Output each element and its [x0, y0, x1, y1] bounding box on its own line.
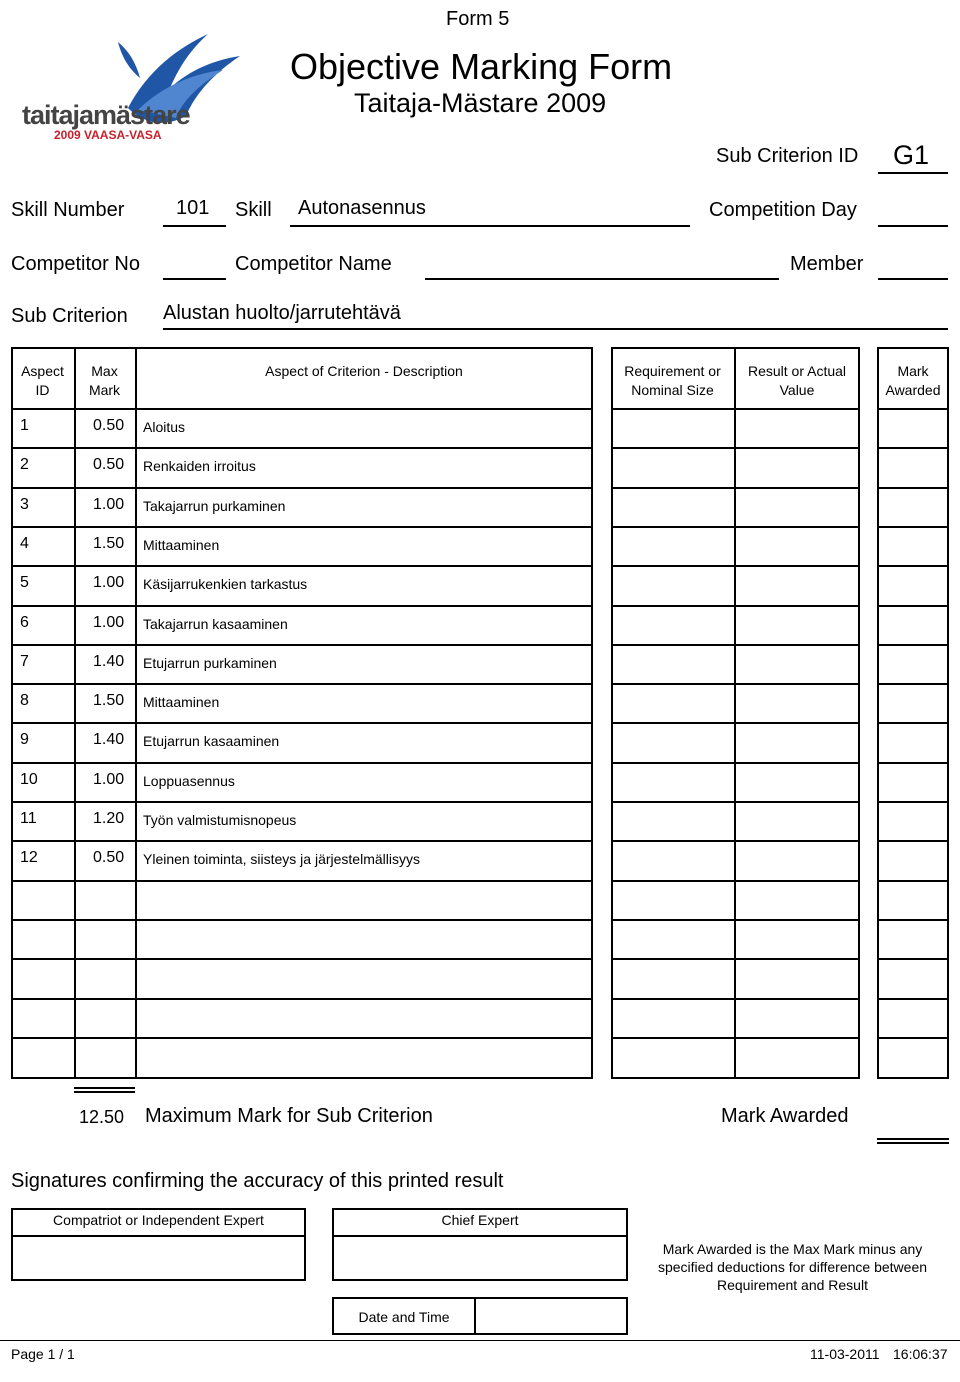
header-max-mark	[74, 362, 135, 400]
sub-criterion-id-value: G1	[893, 140, 930, 170]
note-line-1: Mark Awarded is the Max Mark minus any	[662, 1241, 923, 1257]
competitor-no-underline	[163, 278, 226, 280]
max-mark-cell: 0.50	[93, 417, 125, 434]
header-aspect-id-line1: Aspect	[21, 363, 64, 379]
row-divider	[11, 1037, 593, 1039]
sub-criterion-label: Sub Criterion	[11, 305, 128, 327]
footer-time: 16:06:37	[893, 1346, 948, 1362]
skill-underline	[290, 225, 690, 227]
competitor-name-label: Competitor Name	[235, 253, 392, 275]
max-total-label: Maximum Mark for Sub Criterion	[145, 1105, 433, 1127]
logo	[18, 30, 243, 148]
row-divider	[11, 565, 593, 567]
skill-number-value: 101	[176, 197, 210, 219]
max-mark-cell: 1.00	[93, 574, 125, 591]
member-label: Member	[790, 253, 864, 275]
header-mark-awarded-line2: Awarded	[885, 382, 941, 398]
description-cell: Etujarrun purkaminen	[143, 655, 277, 671]
row-divider	[11, 762, 593, 764]
aspect-id-cell: 4	[20, 535, 29, 552]
mark-awarded-note	[640, 1240, 945, 1294]
max-mark-cell: 1.50	[93, 535, 125, 552]
row-divider	[11, 526, 593, 528]
row-divider	[11, 683, 593, 685]
row-divider	[877, 801, 949, 803]
header-aspect-id-line2: ID	[35, 382, 50, 398]
description-cell: Takajarrun kasaaminen	[143, 616, 288, 632]
description-cell: Mittaaminen	[143, 694, 220, 710]
row-divider	[877, 880, 949, 882]
header-requirement-line2: Nominal Size	[631, 382, 714, 398]
compatriot-label: Compatriot or Independent Expert	[53, 1212, 264, 1228]
row-divider	[877, 447, 949, 449]
aspect-id-cell: 3	[20, 496, 29, 513]
header-result	[734, 362, 860, 400]
header-result-line1: Result or Actual	[747, 363, 847, 379]
row-divider	[11, 487, 593, 489]
form-label: Form 5	[446, 8, 510, 30]
max-mark-cell: 1.00	[93, 614, 125, 631]
table-mark-awarded-frame	[877, 347, 949, 1079]
date-time-label: Date and Time	[358, 1309, 450, 1325]
row-divider	[11, 801, 593, 803]
row-divider	[11, 919, 593, 921]
header-result-line2: Value	[779, 382, 815, 398]
aspect-id-cell: 12	[20, 849, 38, 866]
header-mark-awarded	[877, 362, 949, 400]
aspect-id-cell: 2	[20, 456, 29, 473]
logo-tagline: 2009 VAASA-VASA	[54, 128, 162, 142]
chief-signature-divider	[332, 1235, 628, 1237]
aspect-id-cell: 11	[20, 810, 37, 827]
description-cell: Mittaaminen	[143, 537, 220, 553]
row-divider	[11, 408, 593, 410]
row-divider	[877, 722, 949, 724]
header-description: Aspect of Criterion - Description	[265, 363, 463, 379]
max-mark-cell: 0.50	[93, 456, 125, 473]
note-line-2: specified deductions for difference between	[657, 1259, 928, 1275]
skill-label: Skill	[235, 199, 272, 221]
header-requirement-line1: Requirement or	[624, 363, 721, 379]
sub-criterion-value: Alustan huolto/jarrutehtävä	[163, 302, 401, 324]
description-cell: Etujarrun kasaaminen	[143, 733, 280, 749]
description-cell: Käsijarrukenkien tarkastus	[143, 576, 308, 592]
max-mark-cell: 1.50	[93, 692, 125, 709]
header-max-mark-line2: Mark	[88, 382, 121, 398]
page-subtitle: Taitaja-Mästare 2009	[354, 88, 607, 118]
max-mark-cell: 1.20	[93, 810, 125, 827]
row-divider	[877, 605, 949, 607]
row-divider	[11, 447, 593, 449]
competition-day-underline	[878, 225, 948, 227]
row-divider	[877, 958, 949, 960]
sub-criterion-underline	[163, 328, 948, 330]
description-cell: Aloitus	[143, 419, 186, 435]
competitor-name-underline	[425, 278, 779, 280]
chief-label: Chief Expert	[441, 1212, 519, 1228]
header-max-mark-line1: Max	[91, 363, 118, 379]
column-divider	[135, 347, 137, 1079]
header-mark-awarded-line1: Mark	[897, 363, 929, 379]
description-cell: Yleinen toiminta, siisteys ja järjestelmällisyys	[143, 851, 420, 867]
row-divider	[877, 998, 949, 1000]
row-divider	[877, 526, 949, 528]
aspect-id-cell: 6	[20, 614, 29, 631]
footer-date: 11-03-2011	[810, 1346, 880, 1362]
max-total-double-line-top	[74, 1087, 135, 1093]
aspect-id-cell: 7	[20, 653, 29, 670]
sub-criterion-id-underline	[878, 172, 948, 174]
aspect-id-cell: 8	[20, 692, 29, 709]
compatriot-signature-divider	[11, 1235, 306, 1237]
row-divider	[11, 958, 593, 960]
max-mark-cell: 1.40	[93, 731, 125, 748]
page-number: Page 1 / 1	[11, 1346, 75, 1362]
row-divider	[877, 644, 949, 646]
skill-number-underline	[163, 225, 226, 227]
row-divider	[877, 683, 949, 685]
aspect-id-cell: 10	[20, 771, 38, 788]
mark-awarded-total-label: Mark Awarded	[721, 1105, 849, 1127]
max-mark-cell: 1.00	[93, 496, 125, 513]
aspect-id-cell: 1	[20, 417, 29, 434]
max-mark-cell: 0.50	[93, 849, 125, 866]
row-divider	[11, 998, 593, 1000]
header-aspect-id	[11, 362, 74, 400]
column-divider	[74, 347, 76, 1079]
note-line-3: Requirement and Result	[717, 1277, 868, 1293]
row-divider	[877, 762, 949, 764]
row-divider	[877, 487, 949, 489]
aspect-id-cell: 5	[20, 574, 29, 591]
signatures-heading: Signatures confirming the accuracy of this printed result	[11, 1170, 504, 1192]
page-title: Objective Marking Form	[290, 46, 673, 87]
description-cell: Loppuasennus	[143, 773, 235, 789]
description-cell: Renkaiden irroitus	[143, 458, 256, 474]
sub-criterion-id-label: Sub Criterion ID	[716, 145, 859, 167]
row-divider	[877, 1037, 949, 1039]
row-divider	[11, 644, 593, 646]
row-divider	[877, 408, 949, 410]
competitor-no-label: Competitor No	[11, 253, 140, 275]
competition-day-label: Competition Day	[709, 199, 857, 221]
max-mark-cell: 1.40	[93, 653, 125, 670]
skill-number-label: Skill Number	[11, 199, 125, 221]
row-divider	[877, 919, 949, 921]
row-divider	[877, 565, 949, 567]
aspect-id-cell: 9	[20, 731, 29, 748]
row-divider	[11, 880, 593, 882]
row-divider	[11, 840, 593, 842]
footer-rule	[0, 1340, 960, 1341]
max-mark-cell: 1.00	[93, 771, 125, 788]
row-divider	[11, 722, 593, 724]
row-divider	[877, 840, 949, 842]
member-underline	[878, 278, 948, 280]
logo-brand: taitajamästare	[22, 100, 190, 130]
column-divider	[734, 347, 736, 1079]
header-requirement	[611, 362, 734, 400]
mark-awarded-total-double-line	[877, 1138, 949, 1144]
row-divider	[11, 605, 593, 607]
max-total-value: 12.50	[79, 1107, 125, 1127]
description-cell: Työn valmistumisnopeus	[143, 812, 297, 828]
skill-value: Autonasennus	[298, 197, 426, 219]
description-cell: Takajarrun purkaminen	[143, 498, 286, 514]
